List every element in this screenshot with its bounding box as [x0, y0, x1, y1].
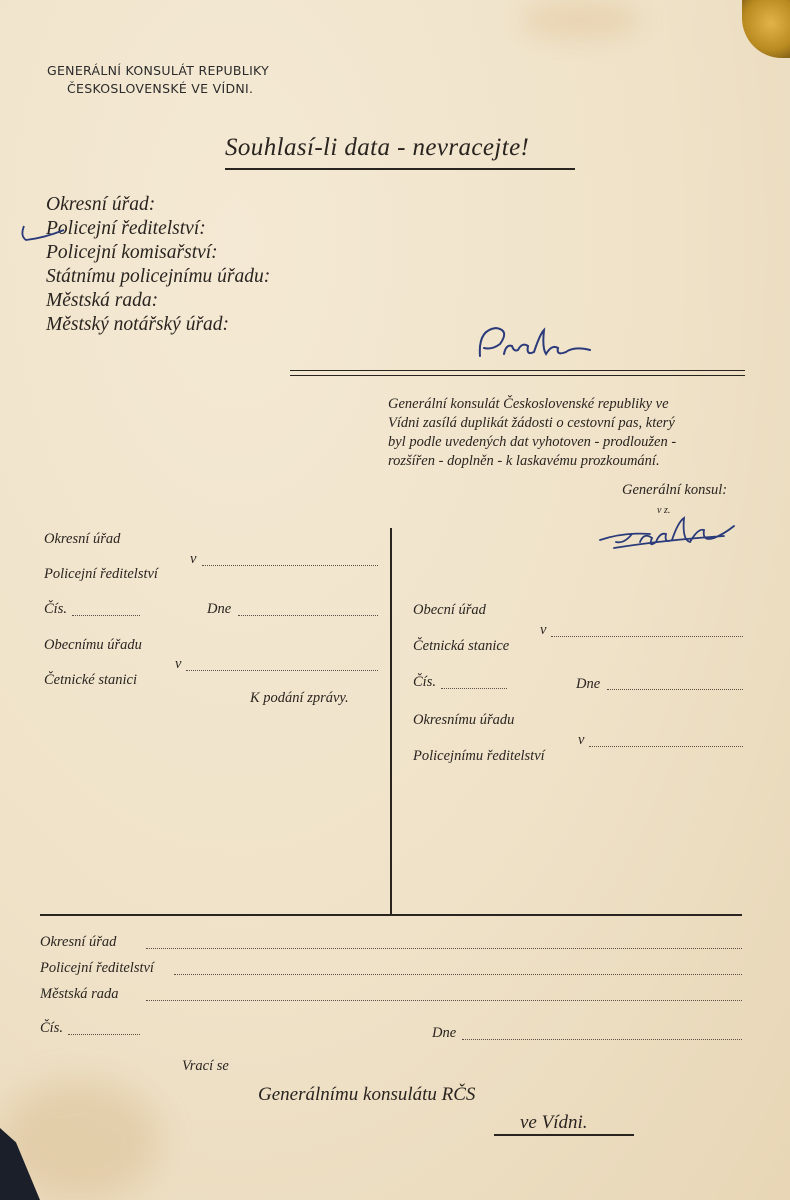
left-v2-field[interactable] [186, 670, 378, 671]
right-cis-field[interactable] [441, 688, 507, 689]
right-v-label: v [540, 622, 547, 638]
recipient-underline [494, 1134, 634, 1136]
bottom-dne-label: Dne [432, 1025, 457, 1041]
left-policejni-label: Policejní ředitelství [44, 566, 158, 582]
handwritten-place-signature [470, 316, 600, 370]
address-rule-bottom [290, 375, 745, 376]
bottom-okresni-field[interactable] [146, 948, 742, 949]
notice-line-3: byl podle uvedených dat vyhotoven - prodloužen - [388, 434, 677, 450]
left-k-podani: K podání zprávy. [250, 690, 349, 706]
left-okresni-label: Okresní úřad [44, 531, 121, 547]
bottom-okresni-label: Okresní úřad [40, 934, 117, 950]
bottom-dne-field[interactable] [462, 1039, 742, 1040]
horizontal-divider [40, 914, 742, 916]
left-dne-field[interactable] [238, 615, 378, 616]
left-v2-label: v [175, 656, 182, 672]
recipient-line-2: ve Vídni. [520, 1112, 588, 1133]
left-obecnimu-label: Obecnímu úřadu [44, 637, 142, 653]
right-dne-label: Dne [576, 676, 601, 692]
right-v-field[interactable] [551, 636, 743, 637]
addressee-statni: Státnímu policejnímu úřadu: [46, 266, 271, 287]
left-cetnicke-label: Četnické stanici [44, 672, 138, 688]
notice-line-4: rozšířen - doplněn - k laskavému prozkoumání. [388, 453, 660, 469]
consul-label: Generální konsul: [622, 482, 728, 498]
vz-mark: v z. [657, 505, 671, 516]
checkmark-icon [18, 222, 68, 248]
bottom-cis-field[interactable] [68, 1034, 140, 1035]
right-v2-label: v [578, 732, 585, 748]
address-rule-top [290, 370, 745, 371]
bottom-policejni-field[interactable] [174, 974, 742, 975]
vertical-divider [390, 528, 392, 914]
right-obecni-label: Obecní úřad [413, 602, 486, 618]
left-dne-label: Dne [207, 601, 232, 617]
bottom-mestska-label: Městská rada [40, 986, 119, 1002]
left-v-field[interactable] [202, 565, 378, 566]
right-cetnicka-label: Četnická stanice [413, 638, 510, 654]
addressee-policejni: Policejní ředitelství: [46, 218, 206, 239]
document-title: Souhlasí-li data - nevracejte! [225, 134, 530, 161]
consul-signature [594, 512, 744, 562]
bottom-mestska-field[interactable] [146, 1000, 742, 1001]
paper-stain [520, 0, 640, 40]
letterhead-line-1: GENERÁLNÍ KONSULÁT REPUBLIKY [47, 63, 270, 78]
right-dne-field[interactable] [607, 689, 743, 690]
addressee-notarsky: Městský notářský úřad: [46, 314, 230, 335]
left-cis-field[interactable] [72, 615, 140, 616]
bottom-cis-label: Čís. [40, 1020, 63, 1036]
addressee-mestska-rada: Městská rada: [46, 290, 159, 311]
title-underline [225, 168, 575, 170]
left-v-label: v [190, 551, 197, 567]
addressee-okresni: Okresní úřad: [46, 194, 156, 215]
right-policejnimu-label: Policejnímu ředitelství [413, 748, 545, 764]
right-cis-label: Čís. [413, 674, 436, 690]
notice-line-1: Generální konsulát Československé republiky ve [388, 396, 669, 412]
right-v2-field[interactable] [589, 746, 743, 747]
recipient-line-1: Generálnímu konsulátu RČS [258, 1084, 476, 1105]
addressee-komisarstvi: Policejní komisařství: [46, 242, 218, 263]
notice-line-2: Vídni zasílá duplikát žádosti o cestovní pas, který [388, 415, 675, 431]
letterhead-line-2: ČESKOSLOVENSKÉ VE VÍDNI. [67, 81, 254, 96]
gold-seal-corner [742, 0, 790, 58]
bottom-policejni-label: Policejní ředitelství [40, 960, 154, 976]
left-cis-label: Čís. [44, 601, 67, 617]
vraci-se-label: Vrací se [182, 1058, 229, 1074]
right-okresnimu-label: Okresnímu úřadu [413, 712, 515, 728]
